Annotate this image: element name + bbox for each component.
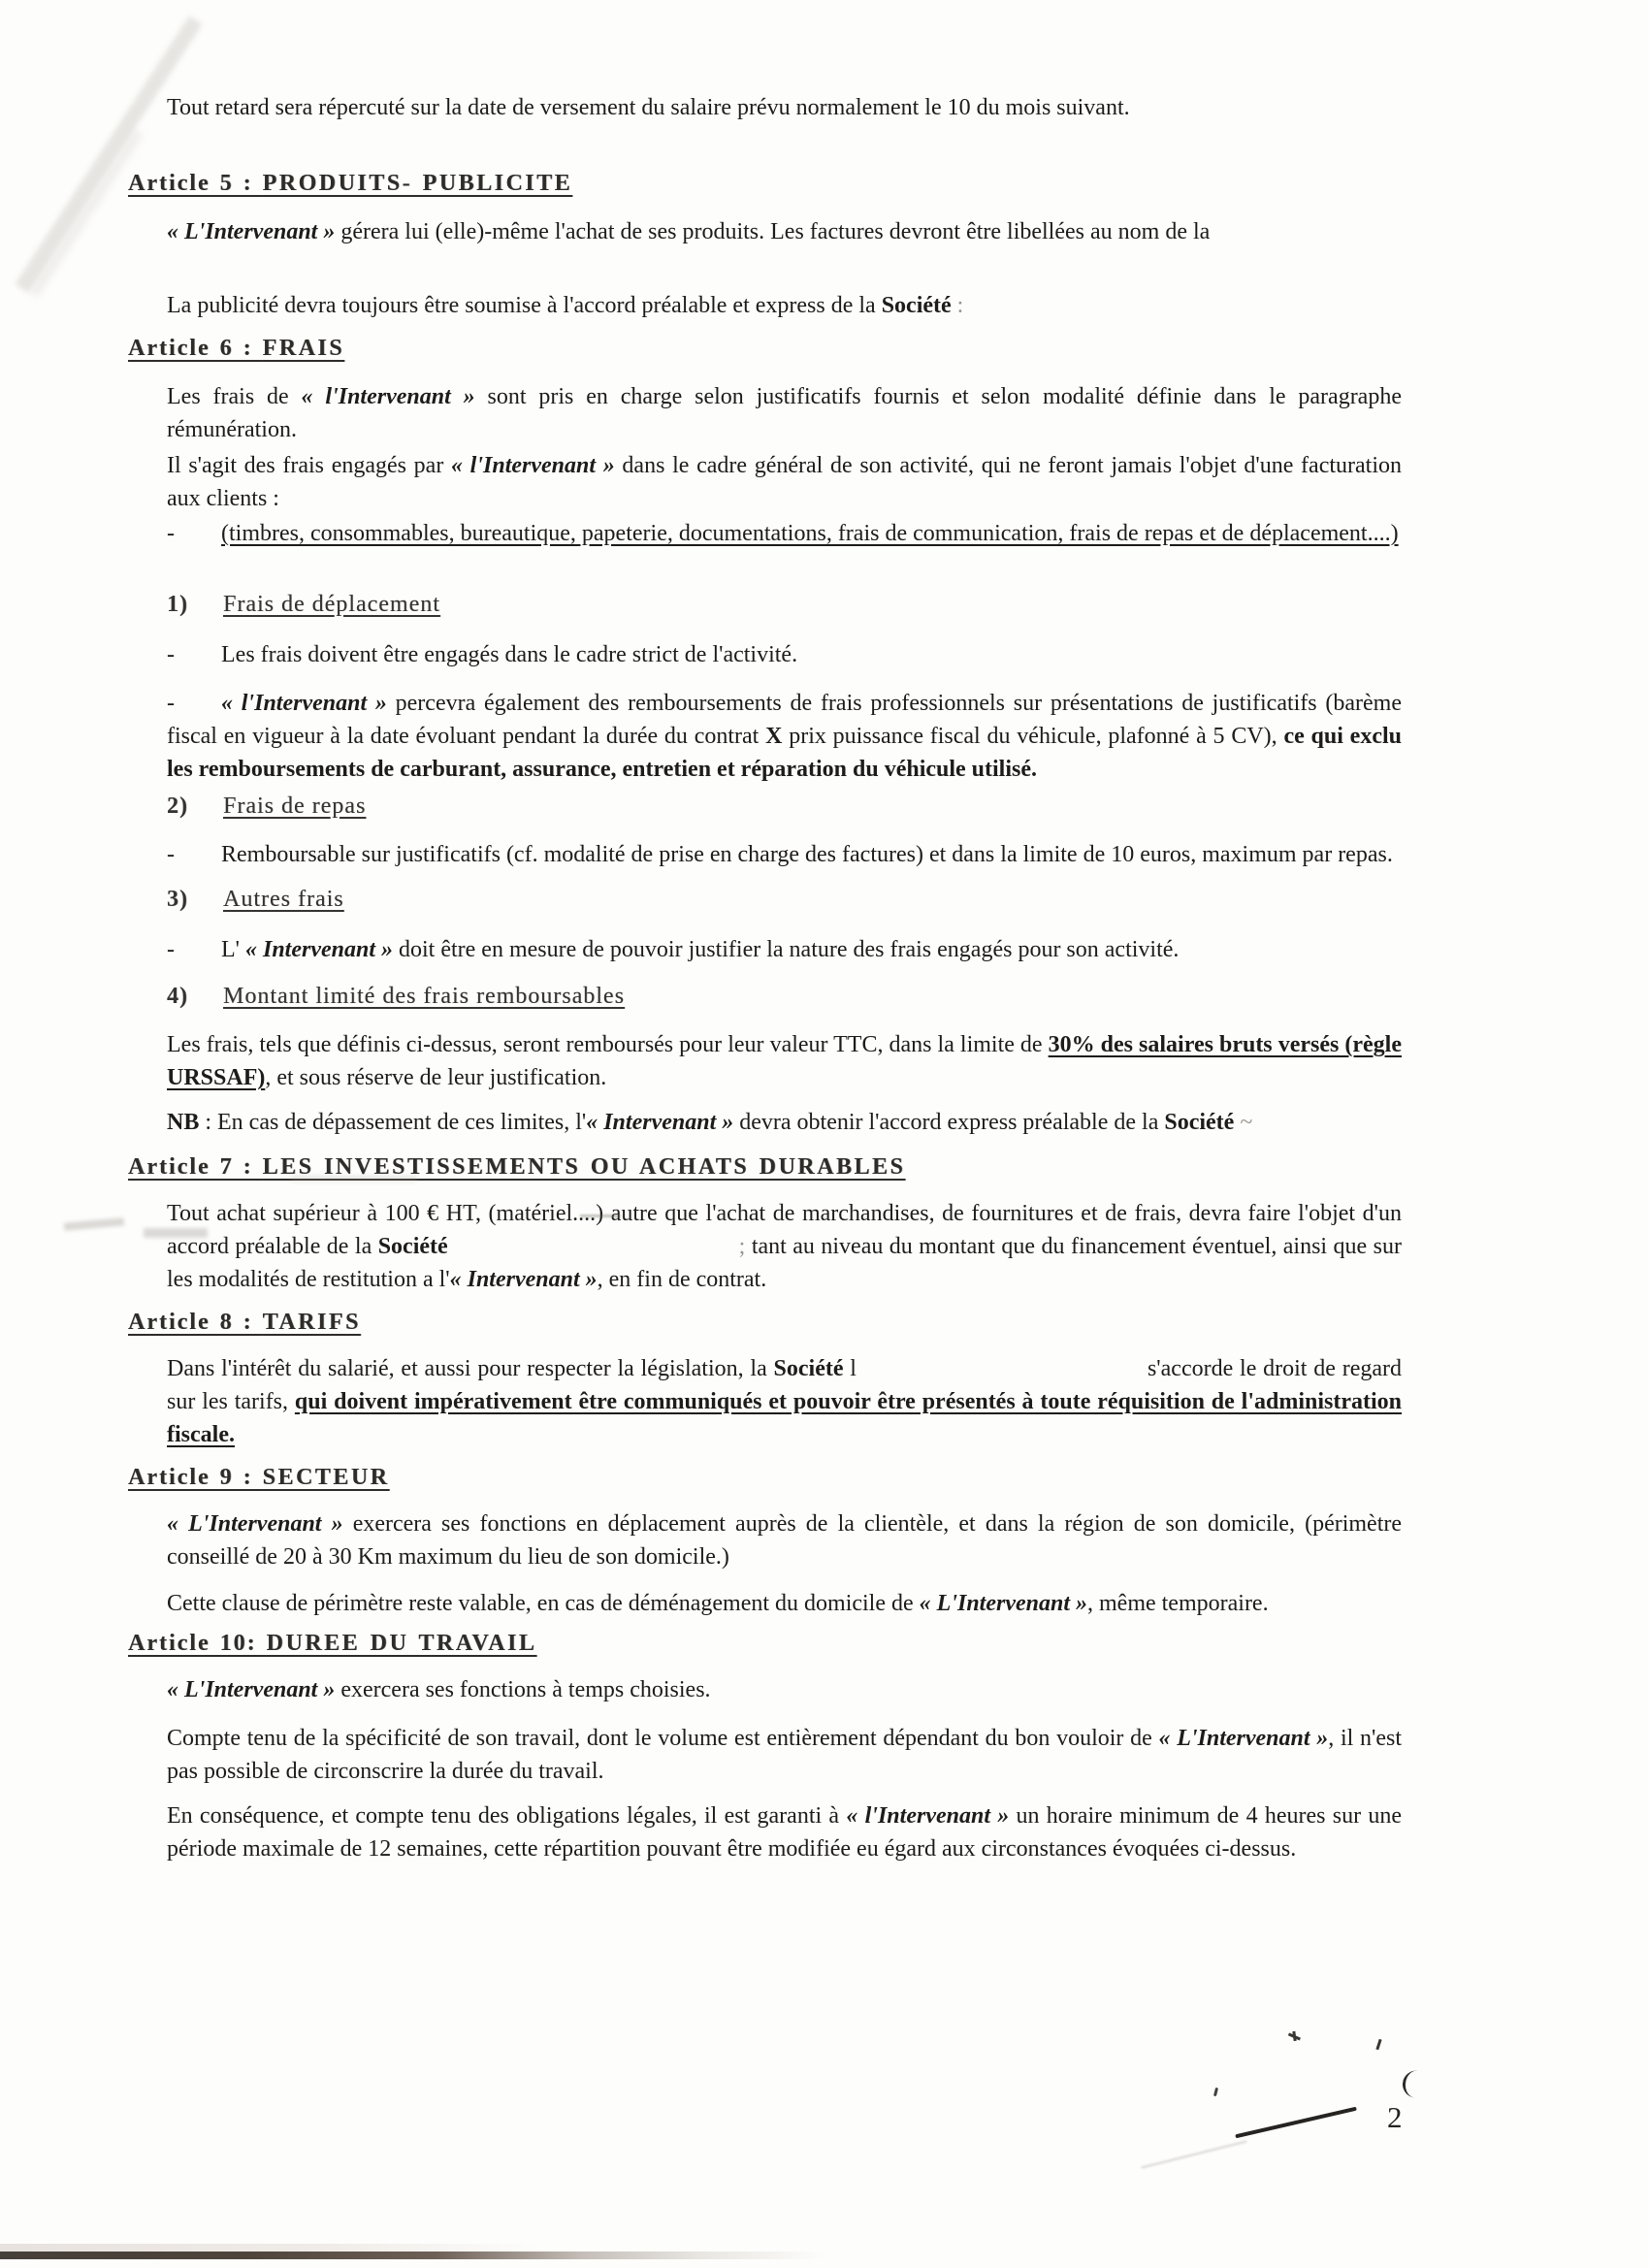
paragraph-frais-prise-en-charge: Les frais de « l'Intervenant » sont pris en charge selon justificatifs fournis et selon modalité définie dans le paragraphe rémunération. bbox=[167, 384, 1402, 442]
subheading-2-frais-repas: 2) Frais de repas bbox=[167, 794, 367, 819]
paragraph-frais-rembourses-ttc: Les frais, tels que définis ci-dessus, seront remboursés pour leur valeur TTC, dans la limite de 30% des salaires bruts versés (règle URSSAF), et sous réserve de leur justification. bbox=[167, 1032, 1402, 1090]
pen-tick-mark-2 bbox=[1375, 2039, 1381, 2050]
paragraph-compte-tenu-specificite: Compte tenu de la spécificité de son travail, dont le volume est entièrement dépendant du bon vouloir de « L'Intervenant », il n'est pas possible de circonscrire la durée du travail. bbox=[167, 1726, 1402, 1784]
paragraph-clause-perimetre: Cette clause de périmètre reste valable, en cas de déménagement du domicile de « L'Intervenant », même temporaire. bbox=[167, 1591, 1269, 1616]
paragraph-retard-salaire: Tout retard sera répercuté sur la date de versement du salaire prévu normalement le 10 du mois suivant. bbox=[167, 95, 1130, 120]
document-body bbox=[128, 91, 1403, 1865]
paragraph-intervenant-deplacement: « L'Intervenant » exercera ses fonctions en déplacement auprès de la clientèle, et dans la région de son domicile, (périmètre conseillé de 20 à 30 Km maximum du lieu de son domicile.) bbox=[167, 1511, 1403, 1570]
subheading-4-montant-limite: 4) Montant limité des frais remboursables bbox=[167, 984, 625, 1009]
scan-bottom-edge-artifact bbox=[0, 2252, 970, 2259]
subheading-3-autres-frais: 3) Autres frais bbox=[167, 887, 344, 912]
list-item-remboursements-frais: - « l'Intervenant » percevra également des remboursements de frais professionnels sur présentations de justificatifs (barème fiscal en vigueur à la date évoluant pendant la durée du contrat X prix puissance fiscal du véhicule, plafonné à 5 CV), ce qui exclu les remboursements de carburant, assurance, entretien et réparation du véhicule utilisé. bbox=[167, 691, 1403, 782]
subheading-1-frais-deplacement: 1) Frais de déplacement bbox=[167, 592, 440, 617]
page-number: 2 bbox=[1387, 2100, 1403, 2134]
pen-stroke-mark bbox=[1235, 2107, 1357, 2138]
list-item-remboursable-justificatifs: - Remboursable sur justificatifs (cf. modalité de prise en charge des factures) et dans la limite de 10 euros, maximum par repas. bbox=[167, 842, 1393, 867]
list-item-frais-types: - (timbres, consommables, bureautique, papeterie, documentations, frais de communication, frais de repas et de déplacement....) bbox=[167, 521, 1399, 546]
paragraph-intervenant-achat-produits: « L'Intervenant » gérera lui (elle)-même l'achat de ses produits. Les factures devront être libellées au nom de la bbox=[167, 219, 1211, 244]
heading-article-9-secteur: Article 9 : SECTEUR bbox=[128, 1465, 390, 1490]
paragraph-nb-depassement: NB : En cas de dépassement de ces limites, l'« Intervenant » devra obtenir l'accord express préalable de la Société ~ bbox=[167, 1110, 1253, 1135]
heading-article-5-produits-publicite: Article 5 : PRODUITS- PUBLICITE bbox=[128, 171, 573, 196]
list-item-frais-cadre-strict: - Les frais doivent être engagés dans le cadre strict de l'activité. bbox=[167, 642, 798, 667]
pencil-smudge-1 bbox=[64, 1217, 124, 1230]
pen-tick-mark-1b bbox=[1292, 2031, 1296, 2041]
scan-streak-artifact-2 bbox=[29, 129, 143, 297]
paragraph-temps-choisies: « L'Intervenant » exercera ses fonctions à temps choisies. bbox=[167, 1677, 711, 1702]
paragraph-achat-superieur-100: Tout achat supérieur à 100 € HT, (matériel....) autre que l'achat de marchandises, de fournitures et de frais, devra faire l'objet d'un accord préalable de la Société ; tant au niveau du montant que du financement éventuel, ainsi que sur les modalités de restitution a l'« Intervenant », en fin de contrat. bbox=[167, 1201, 1403, 1292]
paragraph-publicite-accord: La publicité devra toujours être soumise à l'accord préalable et express de la Société : bbox=[167, 293, 964, 318]
paragraph-en-consequence-horaire: En conséquence, et compte tenu des obligations légales, il est garanti à « l'Intervenant » un horaire minimum de 4 heures sur une période maximale de 12 semaines, cette répartition pouvant être modifiée eu égard aux circonstances évoquées ci-dessus. bbox=[167, 1803, 1402, 1862]
paragraph-interet-salarie-tarifs: Dans l'intérêt du salarié, et aussi pour respecter la législation, la Société l s'accorde le droit de regard sur les tarifs, qui doivent impérativement être communiqués et pouvoir être présentés à toute réquisition de l'administration fiscale. bbox=[167, 1356, 1403, 1447]
list-item-justifier-nature-frais: - L' « Intervenant » doit être en mesure de pouvoir justifier la nature des frais engagés pour son activité. bbox=[167, 937, 1180, 962]
heading-article-7-investissements: Article 7 : LES INVESTISSEMENTS OU ACHATS DURABLES bbox=[128, 1154, 906, 1180]
heading-article-10-duree-travail: Article 10: DUREE DU TRAVAIL bbox=[128, 1631, 537, 1656]
pen-tick-mark-1 bbox=[1288, 2032, 1301, 2040]
heading-article-8-tarifs: Article 8 : TARIFS bbox=[128, 1310, 361, 1335]
pen-paren-mark bbox=[1402, 2069, 1421, 2098]
pen-stroke-mark-tail bbox=[1141, 2140, 1246, 2168]
paragraph-frais-engages: Il s'agit des frais engagés par « l'Intervenant » dans le cadre général de son activité, qui ne feront jamais l'objet d'une facturation aux clients : bbox=[167, 453, 1402, 511]
heading-article-6-frais: Article 6 : FRAIS bbox=[128, 336, 345, 361]
pen-tick-mark-3 bbox=[1213, 2088, 1218, 2096]
scan-bottom-edge-artifact-light bbox=[0, 2244, 543, 2252]
